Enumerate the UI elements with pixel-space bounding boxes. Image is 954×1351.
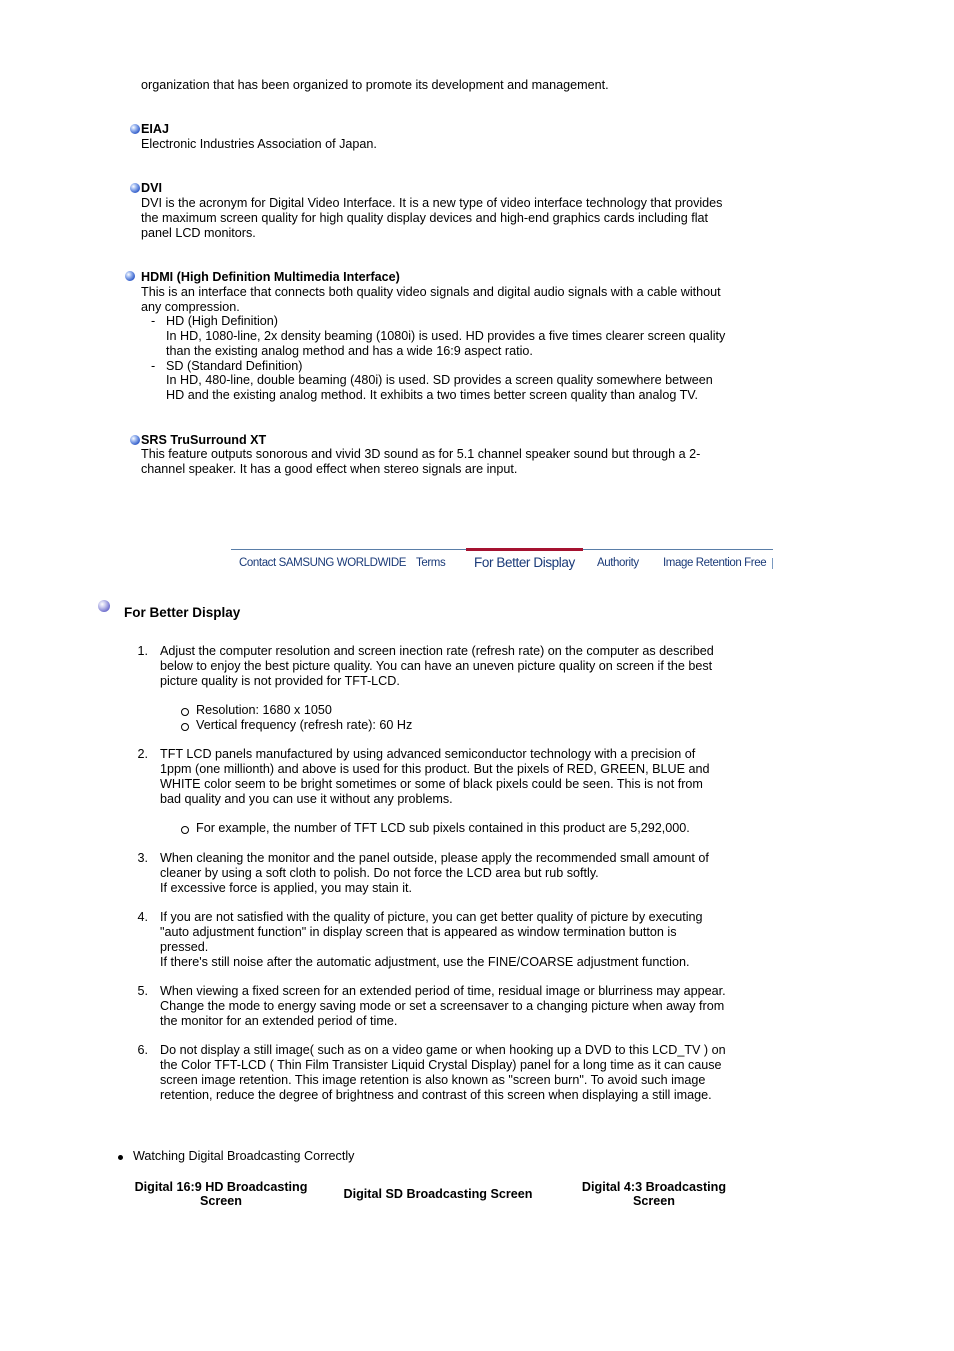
definition-eiaj: Electronic Industries Association of Japan. — [141, 137, 377, 151]
hdmi-sub-label-hd: HD (High Definition) — [166, 314, 278, 328]
list-item — [160, 910, 775, 970]
text-line: the monitor for an extended period of time. — [160, 1014, 398, 1028]
bullet-ball-icon — [130, 435, 140, 445]
bullet-ball-icon — [125, 271, 135, 281]
text-line: retention, reduce the degree of brightness and contrast of this screen when displaying a still image. — [160, 1088, 712, 1102]
list-item — [160, 851, 775, 896]
hdmi-sub-text-sd — [166, 373, 781, 403]
disc-bullet-icon — [118, 1155, 123, 1160]
circle-bullet-icon — [181, 826, 189, 834]
text-line: channel speaker. It has a good effect when stereo signals are input. — [141, 462, 518, 476]
text-line: When viewing a fixed screen for an extended period of time, residual image or blurriness may appear. — [160, 984, 726, 998]
text-line: picture quality is not provided for TFT-LCD. — [160, 674, 400, 688]
sub-item: Vertical frequency (refresh rate): 60 Hz — [196, 718, 413, 732]
text-line: panel LCD monitors. — [141, 226, 256, 240]
text-line: HD and the existing analog method. It exhibits a two times better screen quality than analog TV. — [166, 388, 699, 402]
section-bullet-icon — [98, 600, 110, 612]
term-hdmi: HDMI (High Definition Multimedia Interface) — [141, 270, 400, 284]
column-header-hd — [121, 1180, 321, 1208]
text-line: This is an interface that connects both quality video signals and digital audio signals with a cable without — [141, 285, 721, 299]
nav-link-authority[interactable]: Authority — [597, 557, 639, 569]
item-number: 2. — [137, 747, 148, 761]
text-line: When cleaning the monitor and the panel outside, please apply the recommended small amount of — [160, 851, 709, 865]
text-line: WHITE color seem to be bright sometimes or some of black pixels could be seen. This is not from — [160, 777, 703, 791]
sub-item: For example, the number of TFT LCD sub pixels contained in this product are 5,292,000. — [196, 821, 690, 835]
text-line: Digital 4:3 Broadcasting — [581, 1180, 727, 1194]
text-line: the maximum screen quality for high quality display devices and high-end graphics cards including flat — [141, 211, 709, 225]
sub-item: Resolution: 1680 x 1050 — [196, 703, 332, 717]
term-srs: SRS TruSurround XT — [141, 433, 267, 447]
text-line: bad quality and you can use it without any problems. — [160, 792, 453, 806]
item-number: 4. — [137, 910, 148, 924]
text-line: below to enjoy the best picture quality. You can have an uneven picture quality on screen if the best — [160, 659, 713, 673]
text-line: TFT LCD panels manufactured by using advanced semiconductor technology with a precision of — [160, 747, 696, 761]
item-number: 3. — [137, 851, 148, 865]
term-dvi: DVI — [141, 181, 162, 195]
list-item — [160, 1043, 775, 1103]
text-line: If you are not satisfied with the quality of picture, you can get better quality of picture by executing — [160, 910, 703, 924]
list-item — [160, 984, 775, 1029]
bullet-ball-icon — [130, 183, 140, 193]
text-line: If excessive force is applied, you may stain it. — [160, 881, 412, 895]
section-title: For Better Display — [124, 605, 241, 620]
hdmi-sub-text-hd — [166, 329, 781, 359]
definition-srs — [141, 447, 756, 477]
text-line: DVI is the acronym for Digital Video Interface. It is a new type of video interface technology that provides — [141, 196, 723, 210]
text-line: cleaner by using a soft cloth to polish. Do not force the LCD area but rub softly. — [160, 866, 599, 880]
column-header-sd — [330, 1187, 546, 1201]
bullet-ball-icon — [130, 124, 140, 134]
text-line: This feature outputs sonorous and vivid 3D sound as for 5.1 channel speaker sound but through a 2- — [141, 447, 701, 461]
section-nav — [231, 549, 773, 577]
circle-bullet-icon — [181, 708, 189, 716]
dash-bullet: - — [151, 359, 156, 373]
text-line: Adjust the computer resolution and screen inection rate (refresh rate) on the computer as described — [160, 644, 714, 658]
nav-separator — [772, 558, 773, 569]
text-line: "auto adjustment function" in display screen that is appeared as window termination button is — [160, 925, 677, 939]
term-eiaj: EIAJ — [141, 122, 169, 136]
definition-dvi — [141, 196, 756, 241]
text-line: than the existing analog method and has a wide 16:9 aspect ratio. — [166, 344, 533, 358]
text-line: In HD, 1080-line, 2x density beaming (1080i) is used. HD provides a five times clearer screen quality — [166, 329, 726, 343]
text-line: 1ppm (one millionth) and above is used for this product. But the pixels of RED, GREEN, BLUE and — [160, 762, 710, 776]
intro-line: organization that has been organized to promote its development and management. — [141, 78, 609, 92]
text-line: pressed. — [160, 940, 209, 954]
hdmi-sub-label-sd: SD (Standard Definition) — [166, 359, 303, 373]
text-line: Screen — [632, 1194, 675, 1208]
text-line: Digital 16:9 HD Broadcasting — [134, 1180, 308, 1194]
text-line: the Color TFT-LCD ( Thin Film Transister Liquid Crystal Display) panel for a long time as it can cause — [160, 1058, 722, 1072]
nav-link-contact[interactable]: Contact SAMSUNG WORLDWIDE — [239, 557, 406, 569]
broadcast-heading: Watching Digital Broadcasting Correctly — [133, 1149, 355, 1163]
definition-hdmi — [141, 285, 756, 315]
dash-bullet: - — [151, 314, 156, 328]
nav-link-better-display[interactable]: For Better Display — [474, 555, 575, 570]
text-line: screen image retention. This image retention is also known as "screen burn". To avoid such image — [160, 1073, 706, 1087]
circle-bullet-icon — [181, 723, 189, 731]
text-line: If there's still noise after the automatic adjustment, use the FINE/COARSE adjustment function. — [160, 955, 690, 969]
text-line: Digital SD Broadcasting Screen — [343, 1187, 533, 1201]
text-line: Change the mode to energy saving mode or set a screensaver to a changing picture when away from — [160, 999, 725, 1013]
nav-active-indicator — [466, 548, 583, 551]
item-number: 1. — [137, 644, 148, 658]
nav-link-image-retention[interactable]: Image Retention Free — [663, 557, 767, 569]
text-line: Screen — [199, 1194, 242, 1208]
text-line: Do not display a still image( such as on a video game or when hooking up a DVD to this LCD_TV ) on — [160, 1043, 726, 1057]
list-item — [160, 747, 775, 807]
column-header-4-3 — [563, 1180, 745, 1208]
item-number: 6. — [137, 1043, 148, 1057]
nav-link-terms[interactable]: Terms — [416, 557, 446, 569]
text-line: In HD, 480-line, double beaming (480i) is used. SD provides a screen quality somewhere between — [166, 373, 713, 387]
item-number: 5. — [137, 984, 148, 998]
list-item — [160, 644, 775, 689]
text-line: any compression. — [141, 300, 240, 314]
